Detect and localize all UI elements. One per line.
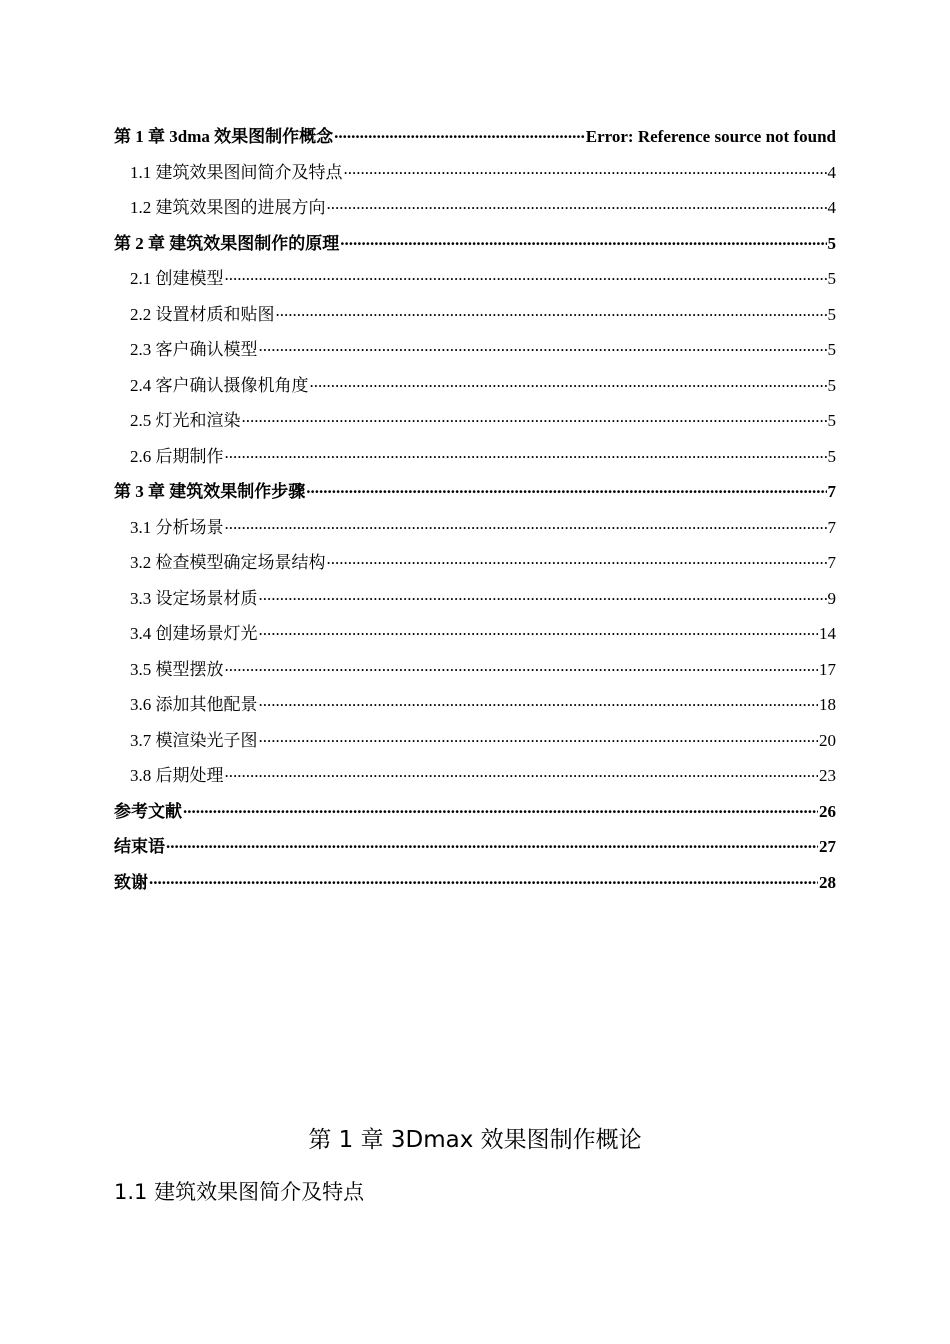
toc-entry-title: 3.7 模渲染光子图	[130, 730, 258, 750]
toc-dot-leader	[259, 612, 819, 648]
toc-entry-title: 3.6 添加其他配景	[130, 695, 258, 714]
toc-entry[interactable]	[114, 474, 836, 510]
toc-entry[interactable]	[114, 155, 836, 191]
toc-entry[interactable]	[114, 723, 836, 759]
toc-entry[interactable]	[114, 758, 836, 794]
toc-entry-page: 18	[819, 695, 836, 714]
toc-entry-page: 20	[819, 730, 836, 750]
toc-entry-title: 1.1 建筑效果图间简介及特点	[130, 162, 343, 182]
toc-dot-leader	[225, 506, 827, 542]
toc-entry[interactable]	[114, 510, 836, 546]
toc-entry-page: 5	[827, 446, 836, 466]
toc-entry[interactable]	[114, 226, 836, 262]
toc-entry-page: 7	[827, 482, 836, 501]
toc-entry-page: 14	[819, 624, 836, 643]
toc-entry-title: 结束语	[114, 837, 165, 856]
toc-entry-page: 23	[819, 766, 836, 785]
toc-entry-title: 第 2 章 建筑效果图制作的原理	[114, 233, 340, 253]
toc-entry-title: 3.1 分析场景	[130, 517, 224, 537]
toc-entry[interactable]	[114, 687, 836, 723]
toc-dot-leader	[344, 151, 827, 187]
chapter-heading: 第 1 章 3Dmax 效果图制作概论	[308, 1127, 642, 1153]
toc-dot-leader	[183, 790, 818, 826]
toc-dot-leader	[259, 719, 819, 755]
toc-entry-title: 2.2 设置材质和贴图	[130, 304, 275, 324]
toc-dot-leader	[327, 541, 827, 577]
toc-entry-title: 第 3 章 建筑效果制作步骤	[114, 482, 306, 501]
toc-entry-title: 致谢	[114, 872, 148, 892]
toc-entry-title: 3.4 创建场景灯光	[130, 624, 258, 643]
toc-entry[interactable]	[114, 616, 836, 652]
toc-entry-page: 5	[827, 304, 836, 324]
toc-entry[interactable]	[114, 829, 836, 865]
table-of-contents	[114, 119, 836, 900]
toc-entry-title: 参考文献	[114, 801, 182, 821]
toc-entry-page: Error: Reference source not found	[585, 127, 836, 146]
toc-entry-page: 5	[827, 269, 836, 288]
toc-dot-leader	[225, 435, 827, 471]
toc-dot-leader	[149, 861, 818, 897]
toc-entry[interactable]	[114, 190, 836, 226]
toc-dot-leader	[306, 470, 826, 506]
toc-entry-page: 7	[827, 517, 836, 537]
toc-entry-page: 5	[827, 375, 836, 395]
toc-entry-title: 2.1 创建模型	[130, 269, 224, 288]
toc-entry-page: 5	[827, 340, 836, 359]
toc-entry-page: 4	[827, 162, 836, 182]
toc-entry-title: 3.3 设定场景材质	[130, 588, 258, 608]
toc-entry[interactable]	[114, 439, 836, 475]
toc-dot-leader	[225, 648, 819, 684]
toc-entry-page: 26	[819, 801, 836, 821]
toc-entry[interactable]	[114, 261, 836, 297]
toc-entry[interactable]	[114, 794, 836, 830]
toc-entry-title: 2.6 后期制作	[130, 446, 224, 466]
toc-entry[interactable]	[114, 545, 836, 581]
toc-entry[interactable]	[114, 865, 836, 901]
toc-dot-leader	[327, 186, 827, 222]
toc-entry[interactable]	[114, 368, 836, 404]
toc-dot-leader	[259, 577, 827, 613]
toc-entry-title: 2.5 灯光和渲染	[130, 411, 241, 430]
toc-entry-page: 28	[819, 872, 836, 892]
toc-entry-page: 7	[827, 553, 836, 572]
toc-entry[interactable]	[114, 581, 836, 617]
toc-dot-leader	[259, 328, 827, 364]
toc-dot-leader	[225, 257, 827, 293]
toc-dot-leader	[310, 364, 827, 400]
toc-dot-leader	[166, 825, 818, 861]
toc-entry-title: 3.5 模型摆放	[130, 659, 224, 679]
toc-dot-leader	[334, 115, 585, 151]
toc-dot-leader	[225, 754, 819, 790]
toc-entry-title: 2.4 客户确认摄像机角度	[130, 375, 309, 395]
toc-entry-title: 3.2 检查模型确定场景结构	[130, 553, 326, 572]
toc-entry[interactable]	[114, 332, 836, 368]
toc-entry-title: 第 1 章 3dma 效果图制作概念	[114, 127, 334, 146]
toc-entry-title: 1.2 建筑效果图的进展方向	[130, 198, 326, 217]
toc-entry[interactable]	[114, 652, 836, 688]
section-heading: 1.1 建筑效果图简介及特点	[114, 1180, 365, 1204]
toc-entry-page: 5	[827, 411, 836, 430]
toc-entry-page: 17	[819, 659, 836, 679]
toc-entry[interactable]	[114, 297, 836, 333]
toc-entry[interactable]	[114, 403, 836, 439]
toc-entry-page: 27	[819, 837, 836, 856]
toc-entry-title: 2.3 客户确认模型	[130, 340, 258, 359]
toc-entry-title: 3.8 后期处理	[130, 766, 224, 785]
toc-dot-leader	[242, 399, 827, 435]
toc-dot-leader	[340, 222, 826, 258]
toc-entry[interactable]	[114, 119, 836, 155]
toc-entry-page: 5	[827, 233, 836, 253]
toc-dot-leader	[259, 683, 819, 719]
toc-entry-page: 9	[827, 588, 836, 608]
toc-entry-page: 4	[827, 198, 836, 217]
toc-dot-leader	[276, 293, 827, 329]
